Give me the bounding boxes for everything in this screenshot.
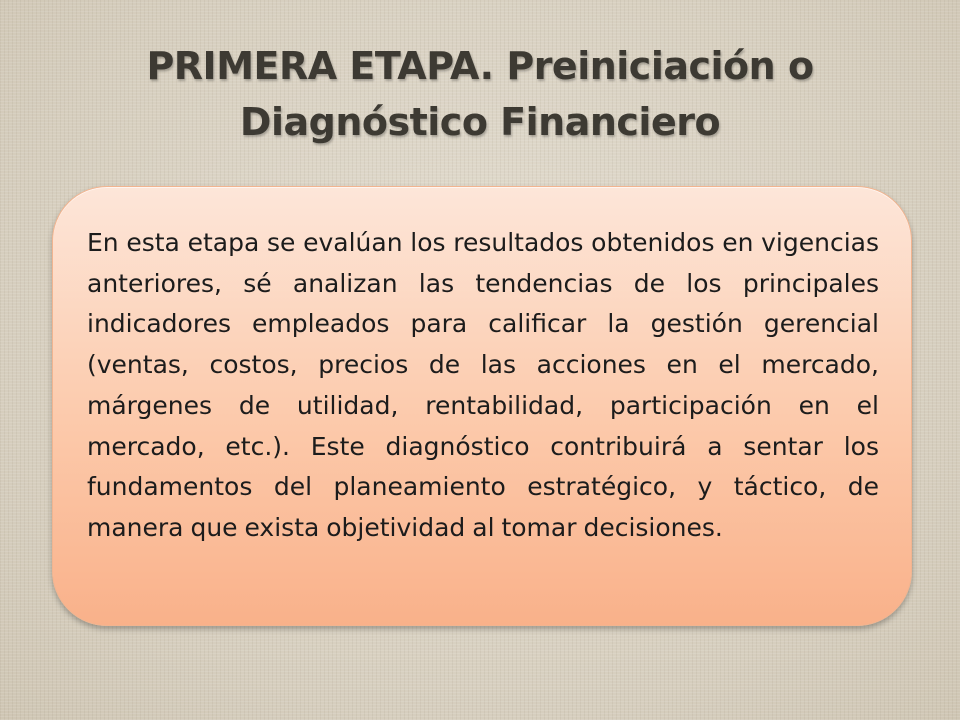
content-box xyxy=(52,186,912,626)
slide-title-line-1: PRIMERA ETAPA. Preiniciación o xyxy=(146,44,814,88)
slide-title-line-2: Diagnóstico Financiero xyxy=(239,100,721,144)
slide-title xyxy=(40,38,920,150)
content-paragraph: En esta etapa se evalúan los resultados obtenidos en vigencias anteriores, sé analizan las tendencias de los principales indicadores empleados para calificar la gestión gerencial (ventas, costos, precios de las acciones en el mercado, márgenes de utilidad, rentabilidad, participación en el mercado, etc.). Este diagnóstico contribuirá a sentar los fundamentos del planeamiento estratégico, y táctico, de manera que exista objetividad al tomar decisiones. xyxy=(87,228,879,542)
